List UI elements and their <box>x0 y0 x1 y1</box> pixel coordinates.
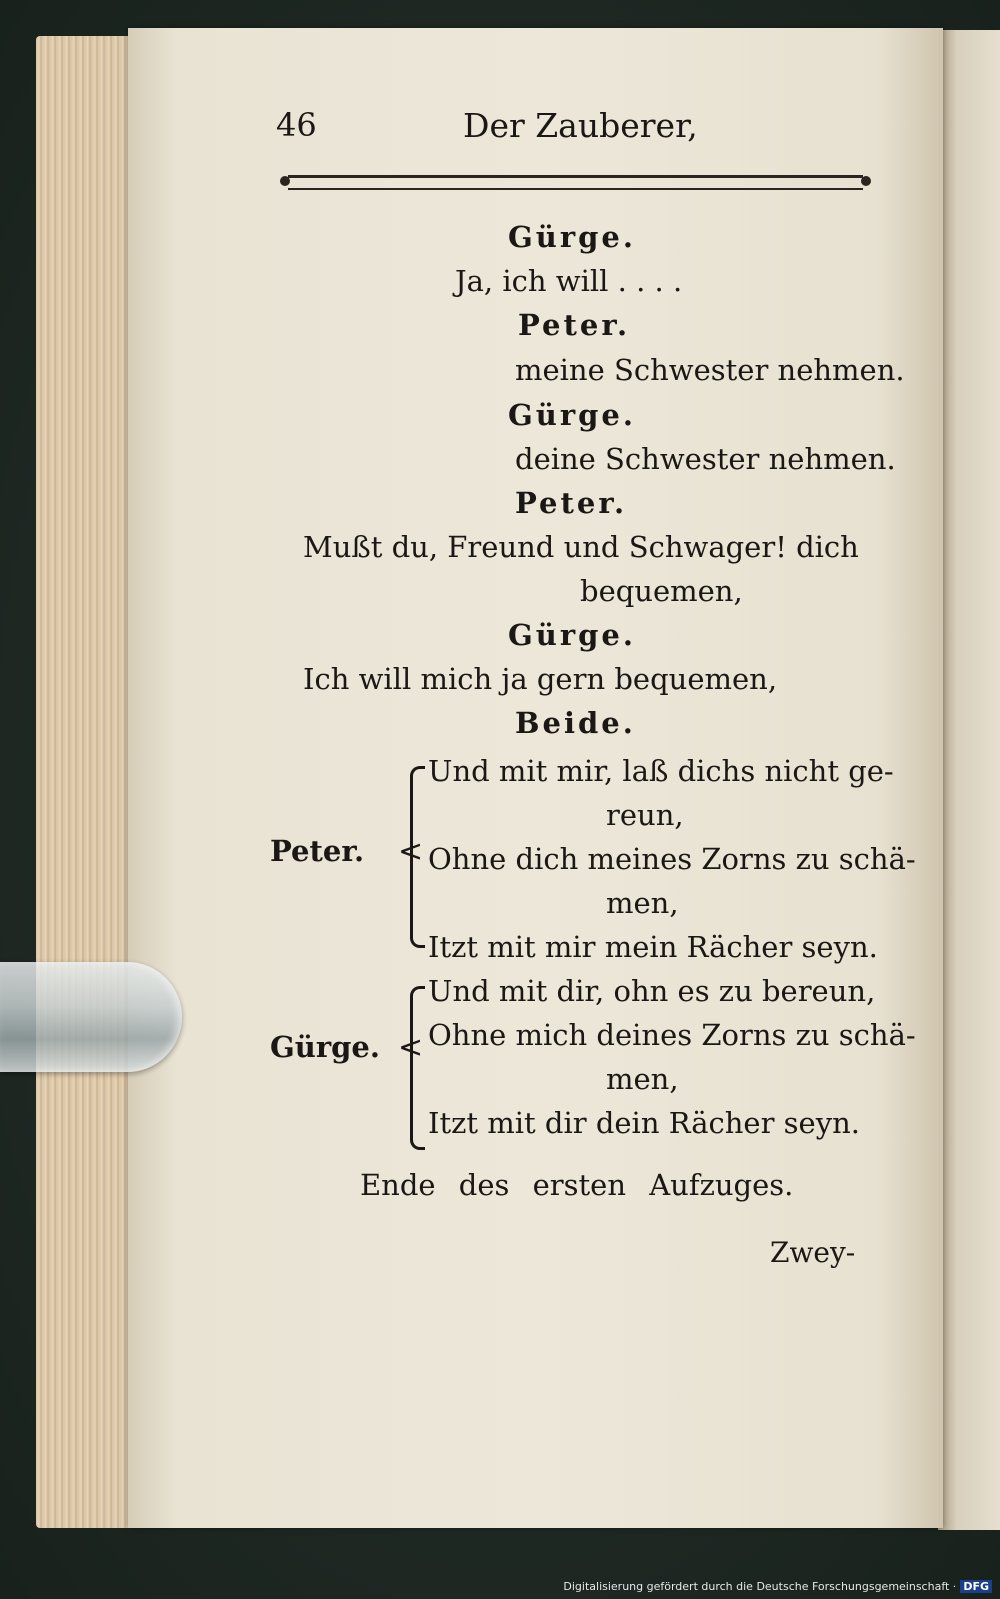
brace-tip: < <box>398 1030 424 1065</box>
catchword: Zwey- <box>770 1236 856 1269</box>
verse-line: Ja, ich will . . . . <box>455 264 683 298</box>
book-page <box>128 28 943 1528</box>
header-rule <box>288 175 863 190</box>
duet-line: Ohne mich deines Zorns zu schä- <box>428 1018 916 1052</box>
duet-line: men, <box>606 1062 679 1096</box>
page-number: 46 <box>276 106 317 144</box>
speaker-label: Beide. <box>515 706 636 740</box>
duet-line: Itzt mit dir dein Rächer seyn. <box>428 1106 860 1140</box>
act-end-line: Ende des ersten Aufzuges. <box>360 1168 794 1202</box>
speaker-label: Gürge. <box>508 220 636 254</box>
duet-line: Und mit mir, laß dichs nicht ge- <box>428 754 894 788</box>
credit-text: Digitalisierung gefördert durch die Deutsche Forschungsgemeinschaft · <box>563 1580 957 1593</box>
page-clip <box>0 962 182 1072</box>
verse-line: bequemen, <box>580 574 743 608</box>
speaker-label: Peter. <box>518 308 631 342</box>
dfg-logo: DFG <box>960 1580 992 1593</box>
duet-line: Und mit dir, ohn es zu bereun, <box>428 974 876 1008</box>
speaker-label: Peter. <box>515 486 628 520</box>
facing-page-edge <box>938 30 1000 1530</box>
duet-line: reun, <box>606 798 684 832</box>
duet-speaker-guerge: Gürge. <box>270 1030 380 1064</box>
running-head: Der Zauberer, <box>463 106 698 145</box>
duet-line: men, <box>606 886 679 920</box>
speaker-label: Gürge. <box>508 618 636 652</box>
verse-line: deine Schwester nehmen. <box>515 442 896 476</box>
speaker-label: Gürge. <box>508 398 636 432</box>
duet-speaker-peter: Peter. <box>270 834 365 868</box>
verse-line: Mußt du, Freund und Schwager! dich <box>303 530 859 564</box>
digitization-credit <box>563 1580 992 1593</box>
brace-tip: < <box>398 834 424 869</box>
verse-line: meine Schwester nehmen. <box>515 353 905 387</box>
duet-line: Ohne dich meines Zorns zu schä- <box>428 842 916 876</box>
verse-line: Ich will mich ja gern bequemen, <box>303 662 778 696</box>
duet-line: Itzt mit mir mein Rächer seyn. <box>428 930 878 964</box>
brace-guerge <box>410 986 425 1150</box>
page-stack-edges <box>36 36 136 1528</box>
